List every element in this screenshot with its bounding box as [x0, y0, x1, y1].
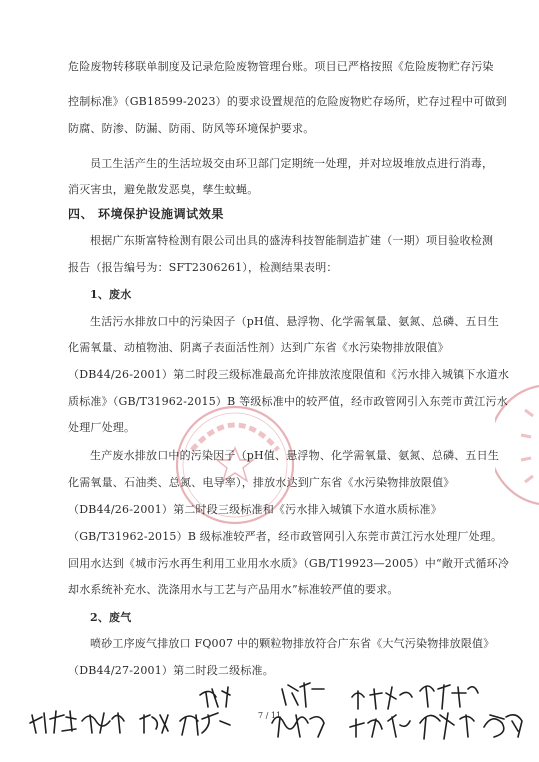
text-line: 质标准》（GB/T31962-2015）B 等级标准中的较严值，经市政管网引入东莞市黄江污水 — [68, 395, 508, 408]
text-line: 危险废物转移联单制度及记录危险废物管理台账。项目已严格按照《危险废物贮存污染 — [68, 60, 494, 73]
text-line: 报告（报告编号为：SFT2306261），检测结果表明： — [68, 261, 338, 274]
text-line: 控制标准》（GB18599-2023）的要求设置规范的危险废物贮存场所，贮存过程中可做到 — [68, 95, 507, 108]
text-line: 员工生活产生的生活垃圾交由环卫部门定期统一处理，并对垃圾堆放点进行消毒， — [90, 157, 494, 170]
subsection-heading: 2、废气 — [90, 611, 132, 624]
text-line: 消灭害虫，避免散发恶臭，孳生蚊蝇。 — [68, 183, 259, 196]
text-line: （GB/T31962-2015）B 级标准较严者，经市政管网引入东莞市黄江污水处理厂处理。 — [68, 530, 503, 543]
text-line: （DB44/27-2001）第二时段二级标准。 — [68, 664, 274, 677]
text-line: 却水系统补充水、洗涤用水与工艺与产品用水”标准较严值的要求。 — [68, 583, 399, 596]
subsection-heading: 1、废水 — [90, 288, 132, 301]
text-line: 回用水达到《城市污水再生利用工业用水水质》（GB/T19923—2005）中“敞开式循环冷 — [68, 557, 510, 570]
page-number: 7 / 11 — [258, 711, 282, 720]
text-line: 化需氧量、石油类、总氮、电导率），排放水达到广东省《水污染物排放限值》 — [68, 476, 455, 489]
text-line: （DB44/26-2001）第二时段三级标准最高允许排放浓度限值和《污水排入城镇下水道水 — [68, 368, 510, 381]
handwritten-signatures — [0, 675, 539, 762]
text-line: 化需氧量、动植物油、阴离子表面活性剂）达到广东省《水污染物排放限值》 — [68, 341, 449, 354]
text-line: 处理厂处理。 — [68, 421, 136, 434]
text-line: 根据广东斯富特检测有限公司出具的盛涛科技智能制造扩建（一期）项目验收检测 — [90, 234, 494, 247]
section-heading: 四、 环境保护设施调试效果 — [68, 207, 224, 221]
text-line: 生活污水排放口中的污染因子（pH值、悬浮物、化学需氧量、氨氮、总磷、五日生 — [90, 315, 500, 328]
text-line: 生产废水排放口中的污染因子（pH值、悬浮物、化学需氧量、氨氮、总磷、五日生 — [90, 449, 500, 462]
text-line: （DB44/26-2001）第二时段三级标准和《污水排入城镇下水道水质标准》 — [68, 503, 442, 516]
text-line: 防腐、防渗、防漏、防雨、防风等环境保护要求。 — [68, 122, 315, 135]
text-line: 喷砂工序废气排放口 FQ007 中的颗粒物排放符合广东省《大气污染物排放限值》 — [90, 637, 495, 650]
